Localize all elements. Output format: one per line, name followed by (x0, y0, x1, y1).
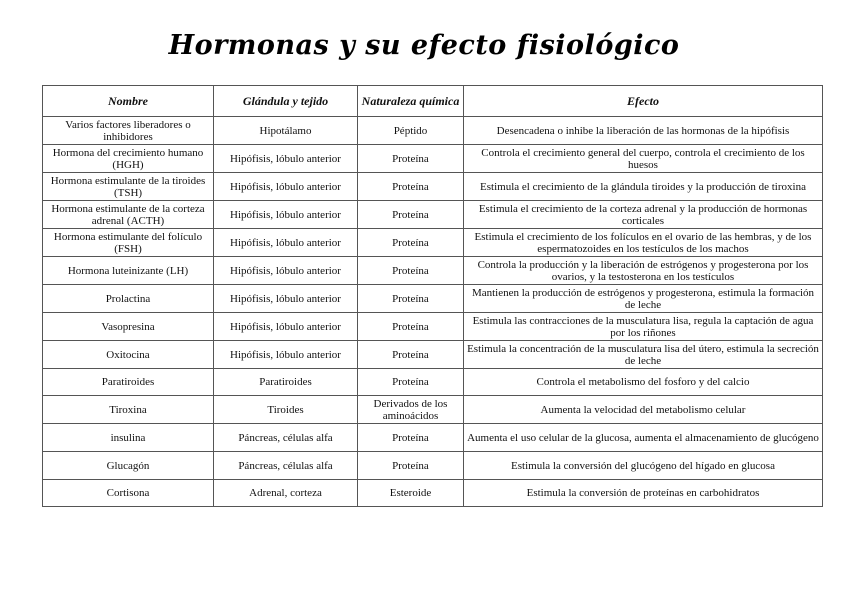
table-row (43, 117, 823, 145)
header-glandula: Glándula y tejido (214, 86, 358, 117)
table-row (43, 369, 823, 396)
table-row (43, 452, 823, 480)
table-row (43, 285, 823, 313)
header-efecto: Efecto (464, 86, 823, 117)
cell-naturaleza: Proteína (358, 229, 464, 257)
cell-nombre: Oxitocina (43, 341, 214, 369)
cell-naturaleza: Proteína (358, 341, 464, 369)
cell-glandula: Hipófisis, lóbulo anterior (214, 229, 358, 257)
cell-glandula: Adrenal, corteza (214, 480, 358, 507)
cell-efecto: Mantienen la producción de estrógenos y progesterona, estimula la formación de leche (464, 285, 823, 313)
table-row (43, 229, 823, 257)
cell-glandula: Hipófisis, lóbulo anterior (214, 145, 358, 173)
cell-naturaleza: Proteína (358, 145, 464, 173)
cell-nombre: Hormona estimulante de la tiroides (TSH) (43, 173, 214, 201)
document-title: Hormonas y su efecto fisiológico (168, 30, 680, 61)
table-row (43, 313, 823, 341)
cell-nombre: Varios factores liberadores o inhibidores (43, 117, 214, 145)
cell-efecto: Estimula el crecimiento de la corteza adrenal y la producción de hormonas corticales (464, 201, 823, 229)
cell-efecto: Estimula la conversión del glucógeno del hígado en glucosa (464, 452, 823, 480)
cell-naturaleza: Proteína (358, 285, 464, 313)
header-naturaleza: Naturaleza química (358, 86, 464, 117)
cell-efecto: Estimula la concentración de la musculatura lisa del útero, estimula la secreción de leche (464, 341, 823, 369)
cell-glandula: Paratiroides (214, 369, 358, 396)
cell-naturaleza: Derivados de los aminoácidos (358, 396, 464, 424)
cell-naturaleza: Proteína (358, 452, 464, 480)
cell-naturaleza: Proteína (358, 201, 464, 229)
cell-naturaleza: Proteína (358, 173, 464, 201)
cell-nombre: Glucagón (43, 452, 214, 480)
cell-efecto: Estimula las contracciones de la musculatura lisa, regula la captación de agua por los riñones (464, 313, 823, 341)
cell-nombre: Hormona luteinizante (LH) (43, 257, 214, 285)
table-row (43, 396, 823, 424)
table-row (43, 341, 823, 369)
cell-glandula: Hipotálamo (214, 117, 358, 145)
cell-efecto: Desencadena o inhibe la liberación de las hormonas de la hipófisis (464, 117, 823, 145)
cell-glandula: Tiroides (214, 396, 358, 424)
table-row (43, 480, 823, 507)
cell-naturaleza: Proteína (358, 313, 464, 341)
cell-nombre: Vasopresina (43, 313, 214, 341)
cell-naturaleza: Proteína (358, 424, 464, 452)
cell-naturaleza: Proteína (358, 257, 464, 285)
cell-nombre: Paratiroides (43, 369, 214, 396)
cell-nombre: Prolactina (43, 285, 214, 313)
cell-nombre: Hormona del crecimiento humano (HGH) (43, 145, 214, 173)
table-row (43, 424, 823, 452)
table-header-row (43, 86, 823, 117)
cell-glandula: Hipófisis, lóbulo anterior (214, 257, 358, 285)
cell-naturaleza: Proteína (358, 369, 464, 396)
cell-glandula: Hipófisis, lóbulo anterior (214, 201, 358, 229)
cell-efecto: Estimula la conversión de proteínas en carbohidratos (464, 480, 823, 507)
cell-efecto: Controla el metabolismo del fosforo y del calcio (464, 369, 823, 396)
table-row (43, 201, 823, 229)
cell-glandula: Hipófisis, lóbulo anterior (214, 173, 358, 201)
table-row (43, 145, 823, 173)
cell-nombre: Cortisona (43, 480, 214, 507)
cell-efecto: Estimula el crecimiento de la glándula tiroides y la producción de tiroxina (464, 173, 823, 201)
cell-efecto: Estimula el crecimiento de los folículos en el ovario de las hembras, y de los espermatozoides en los testículos de los machos (464, 229, 823, 257)
cell-efecto: Aumenta el uso celular de la glucosa, aumenta el almacenamiento de glucógeno (464, 424, 823, 452)
table-row (43, 257, 823, 285)
cell-glandula: Hipófisis, lóbulo anterior (214, 341, 358, 369)
cell-naturaleza: Péptido (358, 117, 464, 145)
cell-naturaleza: Esteroide (358, 480, 464, 507)
cell-efecto: Controla el crecimiento general del cuerpo, controla el crecimiento de los huesos (464, 145, 823, 173)
cell-nombre: Hormona estimulante de la corteza adrenal (ACTH) (43, 201, 214, 229)
header-nombre: Nombre (43, 86, 214, 117)
cell-glandula: Hipófisis, lóbulo anterior (214, 313, 358, 341)
cell-efecto: Aumenta la velocidad del metabolismo celular (464, 396, 823, 424)
cell-nombre: Tiroxina (43, 396, 214, 424)
hormones-table (42, 85, 823, 507)
cell-nombre: Hormona estimulante del folículo (FSH) (43, 229, 214, 257)
cell-glandula: Hipófisis, lóbulo anterior (214, 285, 358, 313)
cell-glandula: Páncreas, células alfa (214, 424, 358, 452)
cell-efecto: Controla la producción y la liberación de estrógenos y progesterona por los ovarios, y la testosterona en los testículos (464, 257, 823, 285)
cell-glandula: Páncreas, células alfa (214, 452, 358, 480)
cell-nombre: insulina (43, 424, 214, 452)
table-row (43, 173, 823, 201)
